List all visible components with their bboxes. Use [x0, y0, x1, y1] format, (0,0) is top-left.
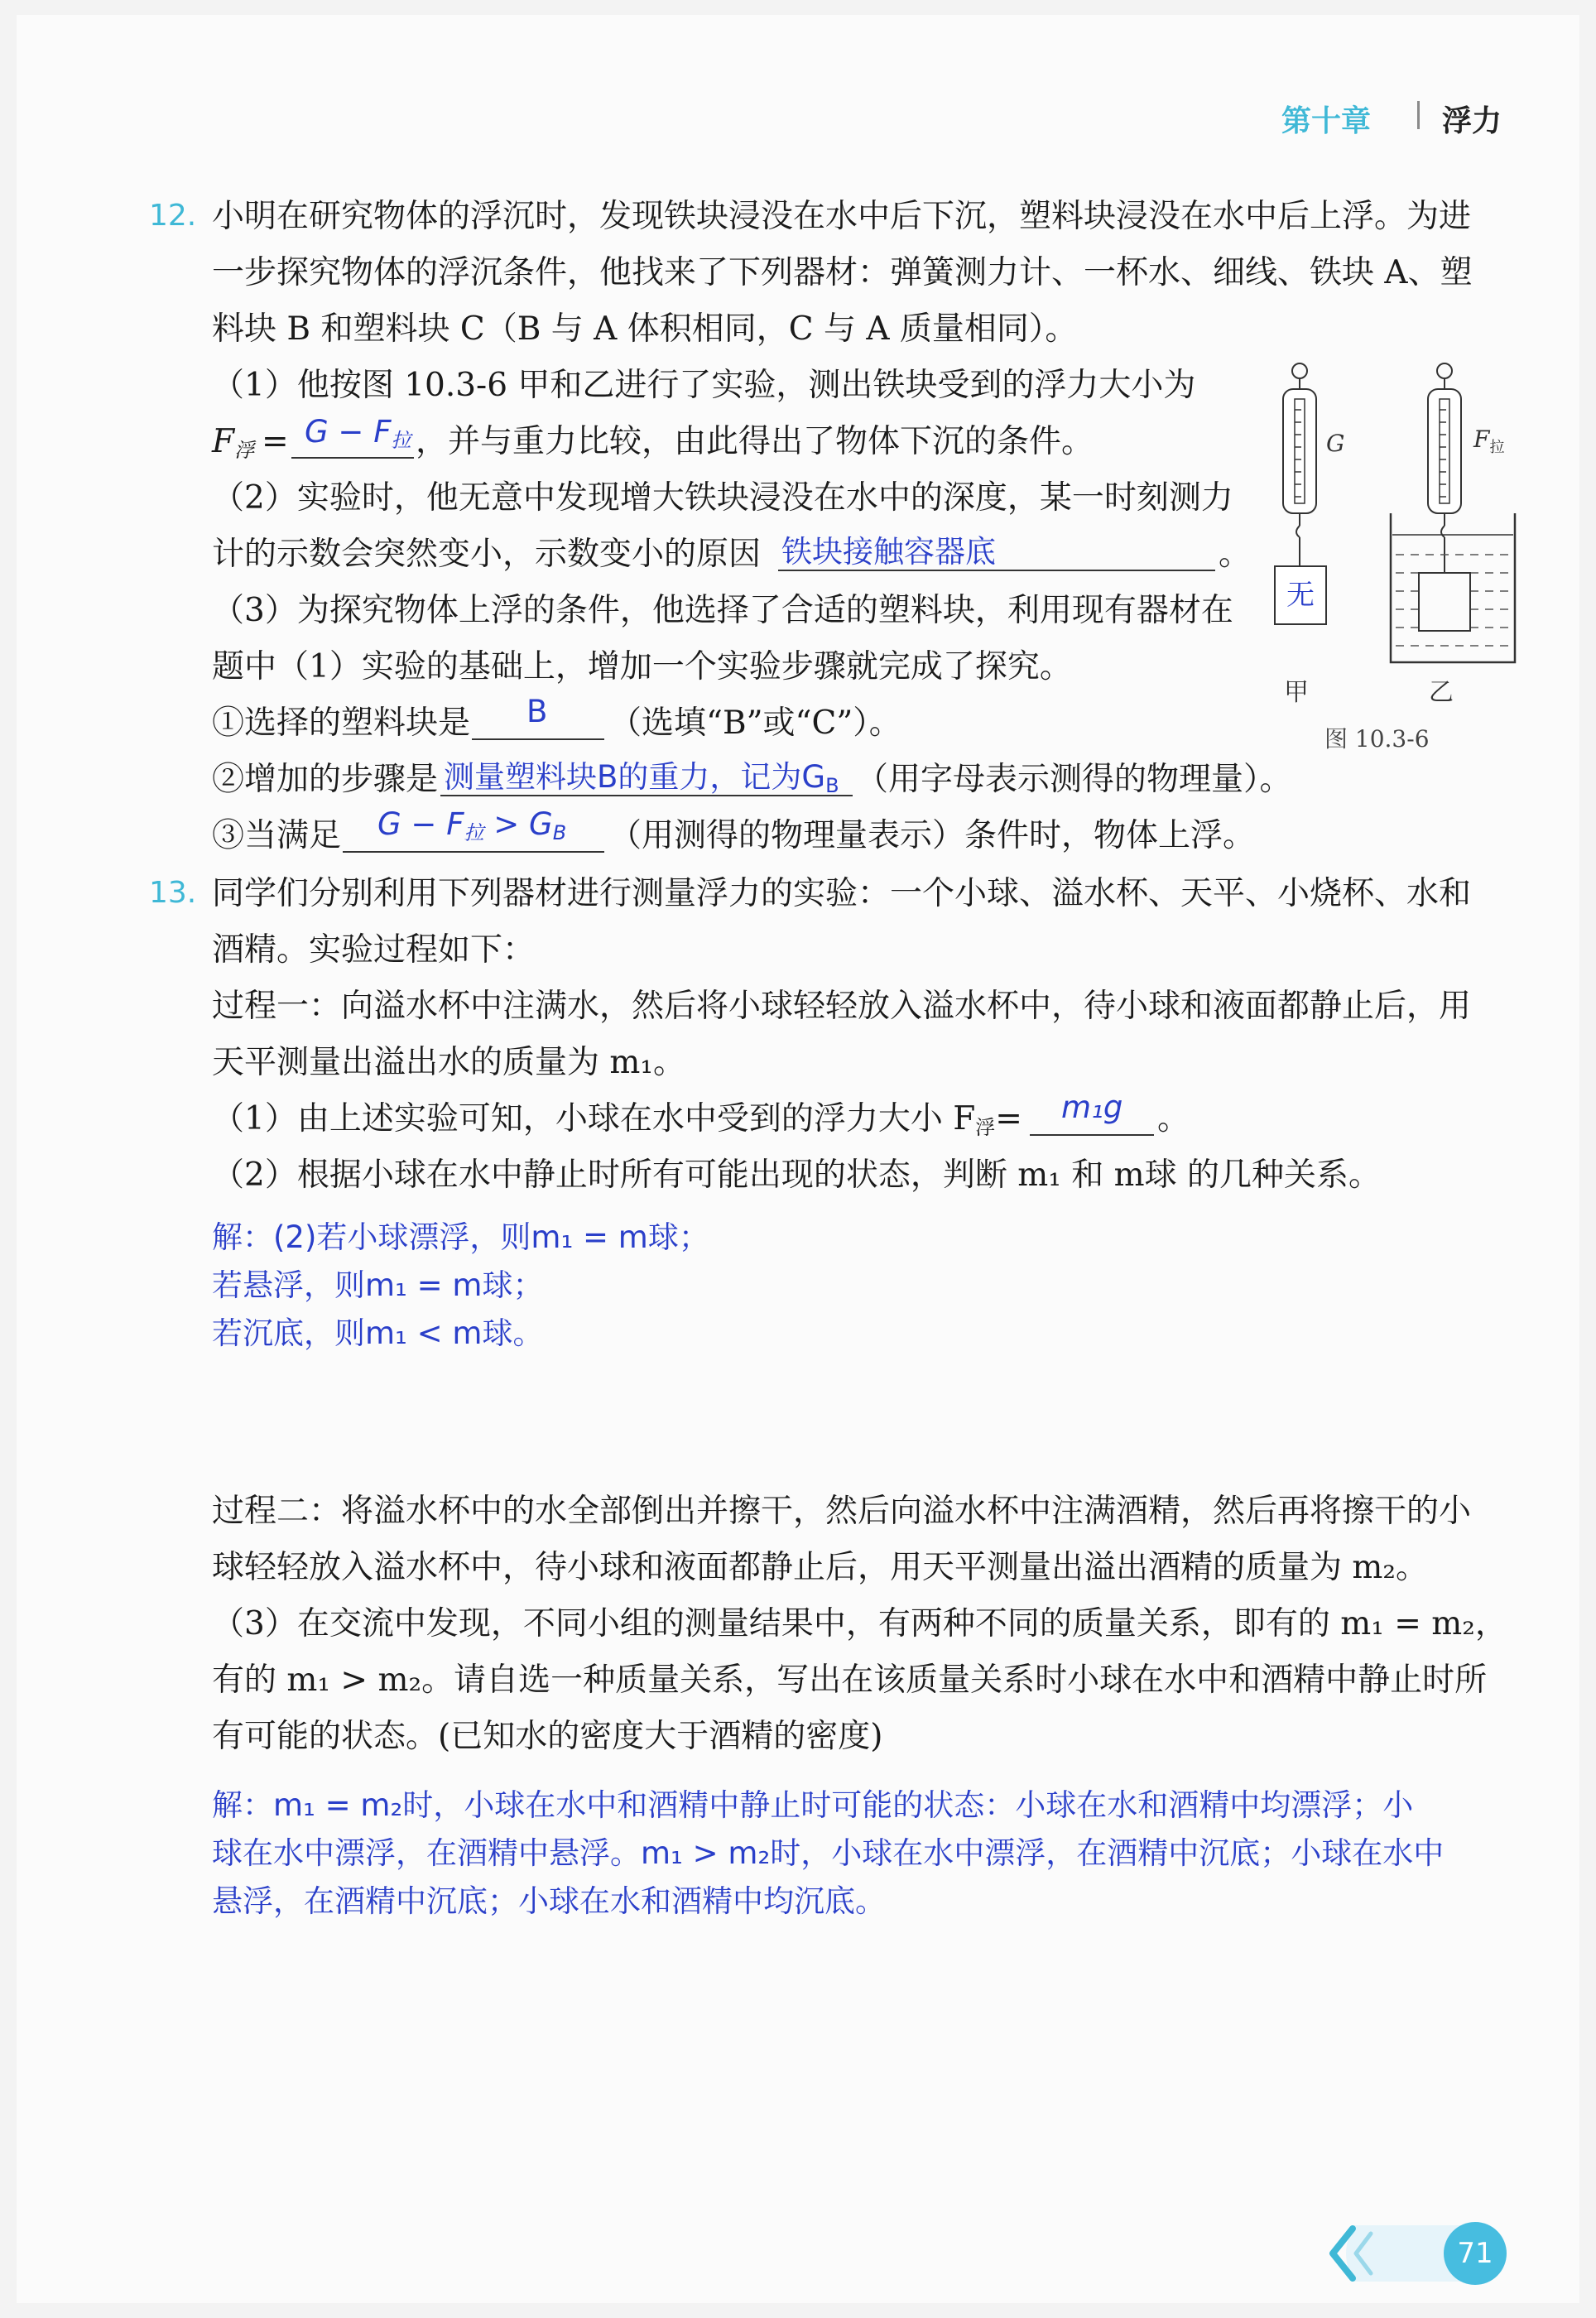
q12-part1-eq: =: [262, 423, 289, 460]
question-number-13: 13.: [149, 876, 197, 910]
q12-step2-answer: 测量塑料块B的重力，记为$G_B$: [444, 759, 839, 797]
page-number: 71: [1444, 2222, 1507, 2285]
q12-part1-line-2: ，并与重力比较，由此得出了物体下沉的条件。: [416, 423, 1094, 460]
label-yi: 乙: [1429, 678, 1454, 707]
q13-part3-answer-line-1: 解：m₁ = m₂时，小球在水中和酒精中静止时可能的状态：小球在水和酒精中均漂浮；小: [212, 1787, 1414, 1823]
q12-part2-line-1: （2）实验时，他无意中发现增大铁块浸没在水中的深度，某一时刻测力: [212, 479, 1233, 517]
q12-step3-suffix: （用测得的物理量表示）条件时，物体上浮。: [609, 817, 1256, 854]
q13-part2: （2）根据小球在水中静止时所有可能出现的状态，判断 m₁ 和 m球 的几种关系。: [212, 1157, 1381, 1194]
figure-caption: 图 10.3-6: [1324, 725, 1430, 753]
q13-part1-end: 。: [1157, 1100, 1190, 1137]
label-f: $F_拉$: [1473, 426, 1505, 456]
header-divider: [1417, 101, 1420, 129]
chapter-label: 第十章: [1281, 104, 1372, 138]
q12-part2-end: 。: [1219, 536, 1252, 573]
q12-part3-line-1: （3）为探究物体上浮的条件，他选择了合适的塑料块，利用现有器材在: [212, 592, 1233, 629]
q12-part3-line-2: 题中（1）实验的基础上，增加一个实验步骤就完成了探究。: [212, 648, 1072, 685]
q12-part1-blank[interactable]: [291, 457, 414, 459]
q12-part1-answer: $G - F_拉$: [305, 414, 411, 452]
q12-step3-prefix: ③当满足: [212, 817, 342, 854]
q13-part3-line-3: 有可能的状态。(已知水的密度大于酒精的密度): [212, 1718, 883, 1755]
q12-step3-answer: $G - F_拉 > G_B$: [377, 806, 567, 844]
spring-scale-jia: [1283, 363, 1316, 566]
q13-part1-answer: m₁g: [1061, 1089, 1123, 1125]
q12-step1-suffix: （选填“B”或“C”）。: [609, 705, 901, 742]
q12-part1-line-1: （1）他按图 10.3-6 甲和乙进行了实验，测出铁块受到的浮力大小为: [212, 367, 1196, 404]
q12-part1-f: $F_浮$: [212, 423, 255, 462]
q12-step1-answer: B: [526, 694, 548, 729]
q12-intro-line-1: 小明在研究物体的浮沉时，发现铁块浸没在水中后下沉，塑料块浸没在水中后上浮。为进: [212, 198, 1472, 235]
q13-process2-line-1: 过程二：将溢水杯中的水全部倒出并擦干，然后向溢水杯中注满酒精，然后再将擦干的小: [212, 1493, 1472, 1530]
question-number-12: 12.: [149, 199, 197, 233]
q12-step2-prefix: ②增加的步骤是: [212, 761, 439, 798]
water-beaker: [1391, 513, 1515, 662]
q12-part2-answer: 铁块接触容器底: [781, 534, 996, 570]
q12-part2-line-2: 计的示数会突然变小，示数变小的原因: [212, 536, 762, 573]
q12-step3-blank[interactable]: [343, 851, 604, 853]
q13-part3-line-1: （3）在交流中发现，不同小组的测量结果中，有两种不同的质量关系，即有的 m₁ = m₂，: [212, 1605, 1507, 1642]
q13-process1-line-1: 过程一：向溢水杯中注满水，然后将小球轻轻放入溢水杯中，待小球和液面都静止后，用: [212, 988, 1472, 1025]
q13-process2-line-2: 球轻轻放入溢水杯中，待小球和液面都静止后，用天平测量出溢出酒精的质量为 m₂。: [212, 1549, 1429, 1586]
q13-part2-answer-line-1: 解：(2)若小球漂浮，则m₁ = m球；: [212, 1219, 709, 1255]
q13-part1-blank[interactable]: [1030, 1134, 1154, 1136]
q13-intro-line-1: 同学们分别利用下列器材进行测量浮力的实验：一个小球、溢水杯、天平、小烧杯、水和: [212, 875, 1472, 912]
chapter-title: 浮力: [1442, 104, 1502, 138]
block-handwriting: 无: [1286, 579, 1315, 612]
q12-intro-line-3: 料块 B 和塑料块 C（B 与 A 体积相同，C 与 A 质量相同）。: [212, 310, 1078, 348]
q13-part3-line-2: 有的 m₁ > m₂。请自选一种质量关系，写出在该质量关系时小球在水中和酒精中静止时所: [212, 1662, 1488, 1699]
q12-step1-blank[interactable]: [472, 738, 604, 740]
q13-part2-answer-line-3: 若沉底，则m₁ < m球。: [212, 1315, 544, 1351]
q12-step2-suffix: （用字母表示测得的物理量）。: [856, 761, 1292, 798]
q13-part2-answer-line-2: 若悬浮，则m₁ = m球；: [212, 1267, 544, 1303]
q12-step1-prefix: ①选择的塑料块是: [212, 705, 471, 742]
q13-part1-prefix: （1）由上述实验可知，小球在水中受到的浮力大小 $F_浮=$: [212, 1100, 1022, 1139]
q12-intro-line-2: 一步探究物体的浮沉条件，他找来了下列器材：弹簧测力计、一杯水、细线、铁块 A、塑: [212, 254, 1473, 291]
label-jia: 甲: [1284, 678, 1309, 707]
q13-part3-answer-line-3: 悬浮，在酒精中沉底；小球在水和酒精中均沉底。: [212, 1883, 886, 1919]
q13-part3-answer-line-2: 球在水中漂浮，在酒精中悬浮。m₁ > m₂时，小球在水中漂浮，在酒精中沉底；小球在水中: [212, 1835, 1445, 1871]
label-g: G: [1326, 430, 1345, 457]
q13-intro-line-2: 酒精。实验过程如下：: [212, 931, 536, 969]
q13-process1-line-2: 天平测量出溢出水的质量为 m₁。: [212, 1044, 686, 1081]
spring-scale-yi: [1428, 363, 1461, 573]
figure-10-3-6: [1242, 356, 1556, 762]
